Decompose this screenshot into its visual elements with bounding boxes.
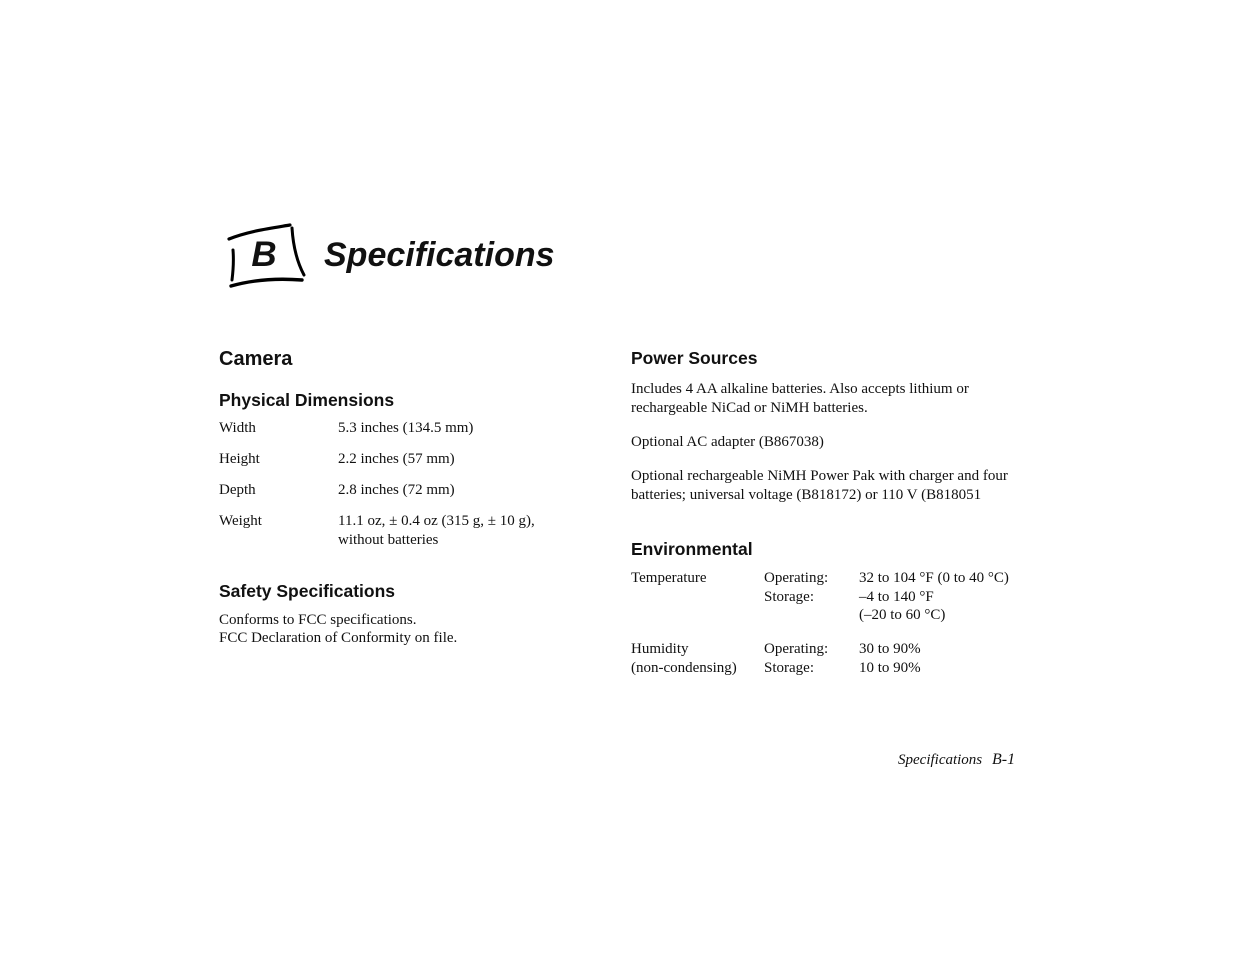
power-text-line: batteries; universal voltage (B818172) or 110 V (B818051	[631, 487, 982, 503]
spec-value-height: 2.2 inches (57 mm)	[338, 451, 455, 467]
spec-label-width: Width	[219, 420, 256, 436]
env-temperature-storage-value: –4 to 140 °F	[859, 589, 934, 605]
env-operating-label: Operating:	[764, 641, 829, 657]
power-text-line: Optional rechargeable NiMH Power Pak with charger and four	[631, 468, 1008, 484]
chapter-letter: B	[251, 235, 277, 274]
footer-section-label: Specifications	[898, 752, 983, 768]
page-title: Specifications	[324, 236, 555, 274]
env-humidity-operating-value: 30 to 90%	[859, 641, 921, 657]
spec-label-height: Height	[219, 451, 260, 467]
env-storage-label: Storage:	[764, 589, 814, 605]
camera-heading: Camera	[219, 348, 293, 370]
spec-value-depth: 2.8 inches (72 mm)	[338, 482, 455, 498]
spec-label-depth: Depth	[219, 482, 256, 498]
env-humidity-storage-value: 10 to 90%	[859, 660, 921, 676]
power-text-line: Includes 4 AA alkaline batteries. Also accepts lithium or	[631, 381, 969, 397]
safety-text-line: Conforms to FCC specifications.	[219, 612, 417, 628]
env-label-humidity-note: (non-condensing)	[631, 660, 737, 676]
env-label-temperature: Temperature	[631, 570, 707, 586]
page-number: B-1	[992, 751, 1016, 768]
power-text-line: rechargeable NiCad or NiMH batteries.	[631, 400, 868, 416]
env-operating-label: Operating:	[764, 570, 829, 586]
env-label-humidity: Humidity	[631, 641, 689, 657]
spec-label-weight: Weight	[219, 513, 262, 529]
safety-text-line: FCC Declaration of Conformity on file.	[219, 630, 458, 646]
spec-value-weight-note: without batteries	[338, 532, 439, 548]
environmental-heading: Environmental	[631, 539, 753, 559]
power-sources-heading: Power Sources	[631, 348, 758, 368]
spec-value-width: 5.3 inches (134.5 mm)	[338, 420, 474, 436]
env-temperature-operating-value: 32 to 104 °F (0 to 40 °C)	[859, 570, 1009, 586]
env-temperature-storage-value-celsius: (–20 to 60 °C)	[859, 607, 946, 623]
spec-value-weight: 11.1 oz, ± 0.4 oz (315 g, ± 10 g),	[338, 513, 535, 529]
physical-dimensions-heading: Physical Dimensions	[219, 390, 395, 410]
env-storage-label: Storage:	[764, 660, 814, 676]
safety-specifications-heading: Safety Specifications	[219, 581, 396, 601]
power-text-line: Optional AC adapter (B867038)	[631, 434, 824, 450]
